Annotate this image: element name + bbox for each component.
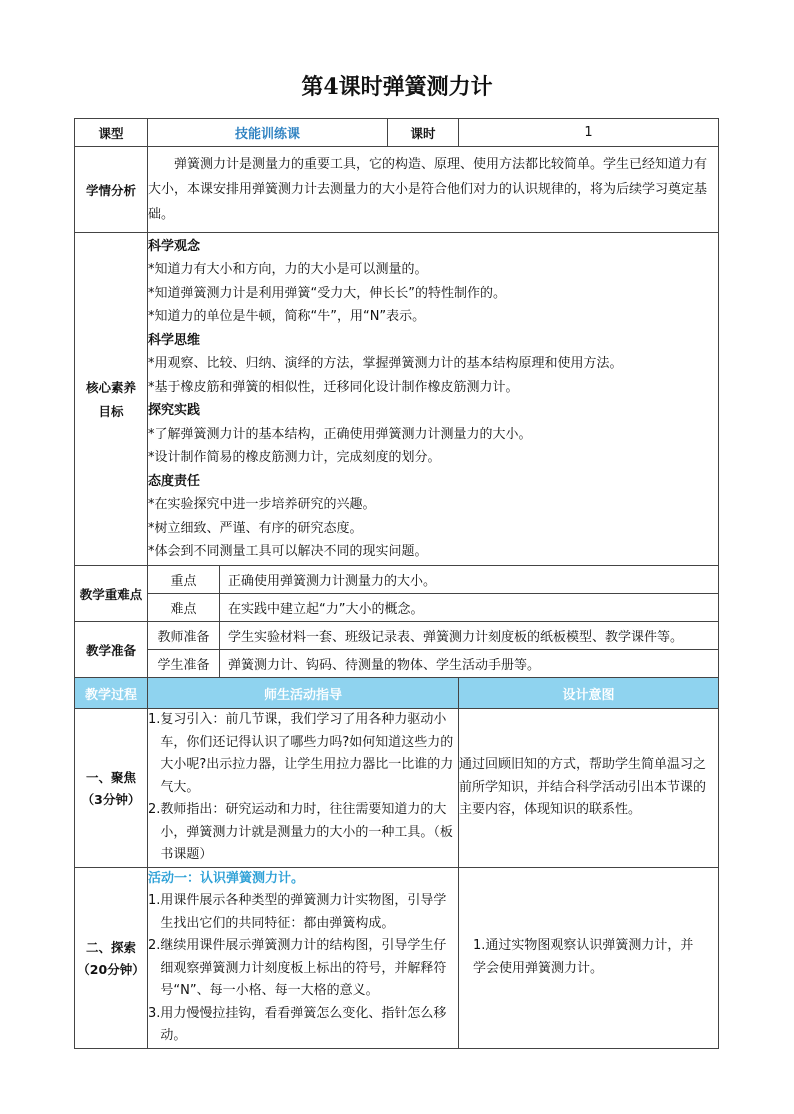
core-line-13: *体会到不同测量工具可以解决不同的现实问题。 [148, 544, 428, 559]
core-line-4: 科学思维 [148, 332, 201, 348]
stage-focus-guidance [148, 709, 459, 868]
stage-explore-intent: 1.通过实物图观察认识弹簧测力计，并学会使用弹簧测力计。 [459, 867, 719, 1048]
item-number: 2. [148, 802, 161, 817]
teacher-prep-text: 学生实验材料一套、班级记录表、弹簧测力计刻度板的纸板模型、教学课件等。 [220, 622, 719, 650]
stage-explore-time: （20分钟） [77, 961, 145, 977]
stage-focus-intent: 通过回顾旧知的方式，帮助学生简单温习之前所学知识，并结合科学活动引出本节课的主要内容，体现知识的联系性。 [459, 709, 719, 868]
stage-explore [75, 867, 148, 1048]
difficulty-label: 难点 [148, 594, 220, 622]
core-line-7: 探究实践 [148, 403, 201, 418]
page-title: 第4课时弹簧测力计 [301, 74, 493, 100]
item-text: 教师指出：研究运动和力时，往往需要知道力的大小，弹簧测力计就是测量力的大小的一种工具。（板书课题） [160, 802, 453, 862]
list-item [148, 1003, 458, 1048]
analysis-text: 弹簧测力计是测量力的重要工具，它的构造、原理、使用方法都比较简单。学生已经知道力有大小，本课安排用弹簧测力计去测量力的大小是符合他们对力的认识规律的，将为后续学习奠定基础。 [148, 147, 719, 233]
analysis-label: 学情分析 [75, 147, 148, 233]
core-label-line2: 目标 [98, 404, 124, 419]
guidance-header: 师生活动指导 [148, 678, 459, 709]
stage-explore-guidance [148, 867, 459, 1048]
item-number: 1. [148, 893, 161, 908]
item-number: 1. [148, 712, 161, 727]
focus-label: 重点 [148, 566, 220, 594]
stage-focus-name: 一、聚焦 [85, 769, 136, 785]
type-label: 课型 [75, 119, 148, 147]
item-number: 3. [148, 1005, 161, 1021]
item-text: 用课件展示各种类型的弹簧测力计实物图，引导学生找出它们的共同特征：都由弹簧构成。 [160, 893, 447, 931]
core-line-2: *知道弹簧测力计是利用弹簧“受力大，伸长长”的特性制作的。 [148, 285, 506, 301]
hours-label: 课时 [388, 119, 459, 147]
teacher-prep-label: 教师准备 [148, 622, 220, 650]
core-line-8: *了解弹簧测力计的基本结构，正确使用弹簧测力计测量力的大小。 [148, 426, 532, 442]
item-text: 复习引入：前几节课，我们学习了用各种力驱动小车，你们还记得认识了哪些力吗?如何知道这些力的大小呢?出示拉力器，让学生用拉力器比一比谁的力气大。 [160, 712, 454, 795]
stage-focus-time: （3分钟） [81, 791, 141, 807]
difficulty-text: 在实践中建立起“力”大小的概念。 [220, 594, 719, 622]
core-line-10: 态度责任 [148, 473, 201, 489]
core-line-11: *在实验探究中进一步培养研究的兴趣。 [148, 497, 376, 512]
core-objectives [148, 233, 719, 566]
core-line-12: *树立细致、严谨、有序的研究态度。 [148, 520, 363, 536]
hours-value: 1 [459, 119, 719, 147]
prep-label: 教学准备 [75, 622, 148, 678]
student-prep-text: 弹簧测力计、钩码、待测量的物体、学生活动手册等。 [220, 650, 719, 678]
stage-focus [75, 709, 148, 868]
activity-title: 活动一：认识弹簧测力计。 [148, 870, 305, 886]
stage-explore-name: 二、探索 [85, 939, 136, 955]
intent-header: 设计意图 [459, 678, 719, 709]
focus-text: 正确使用弹簧测力计测量力的大小。 [220, 566, 719, 594]
core-label [75, 233, 148, 566]
core-line-9: *设计制作简易的橡皮筋测力计，完成刻度的划分。 [148, 450, 441, 465]
item-number: 2. [148, 938, 161, 953]
item-text: 继续用课件展示弹簧测力计的结构图，引导学生仔细观察弹簧测力计刻度板上标出的符号，并解释符号“N”、每一小格、每一大格的意义。 [160, 938, 447, 998]
core-line-6: *基于橡皮筋和弹簧的相似性，迁移同化设计制作橡皮筋测力计。 [148, 379, 519, 395]
list-item [148, 935, 458, 1003]
list-item [148, 799, 458, 867]
lesson-plan-table [74, 118, 719, 1049]
key-label: 教学重难点 [75, 566, 148, 622]
list-item [148, 890, 458, 935]
type-value: 技能训练课 [148, 119, 388, 147]
core-line-3: *知道力的单位是牛顿，简称“牛”，用“N”表示。 [148, 309, 426, 324]
core-line-0: 科学观念 [148, 238, 201, 254]
item-text: 用力慢慢拉挂钩，看看弹簧怎么变化、指针怎么移动。 [160, 1005, 447, 1043]
core-line-5: *用观察、比较、归纳、演绎的方法，掌握弹簧测力计的基本结构原理和使用方法。 [148, 356, 623, 371]
student-prep-label: 学生准备 [148, 650, 220, 678]
core-label-line1: 核心素养 [85, 380, 136, 395]
core-line-1: *知道力有大小和方向，力的大小是可以测量的。 [148, 262, 428, 277]
list-item [148, 709, 458, 799]
process-header: 教学过程 [75, 678, 148, 709]
